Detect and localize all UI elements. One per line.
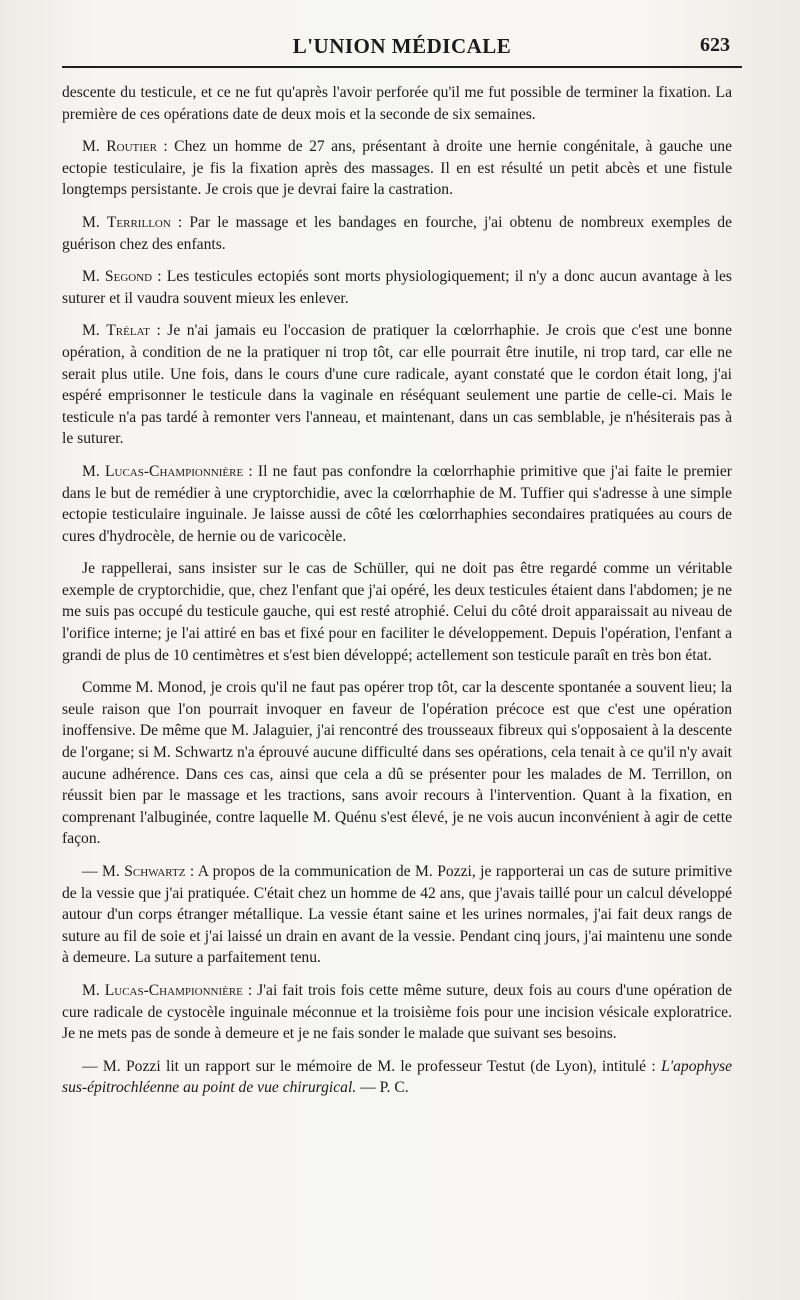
journal-title: L'UNION MÉDICALE [292, 34, 512, 58]
speaker-name: Schwartz [124, 863, 186, 880]
paragraph [62, 461, 732, 547]
paragraph-text: : Chez un homme de 27 ans, présentant à droite une hernie congénitale, à gauche une ectopie testiculaire, je fis la fixation après des massages. Il en est résulté un petit abcès et une fistule longtemps persistante. Je crois que je devrai faire la castration. [62, 138, 732, 199]
paragraph [62, 136, 732, 201]
speaker-prefix: — M. [82, 863, 125, 880]
header-rule [62, 66, 742, 68]
speaker-name: Lucas-Championnière [104, 981, 243, 999]
speaker-prefix: M. [82, 138, 107, 156]
memoir-title: L'apophyse sus-épitrochléenne au point de vue chirurgical. [62, 1057, 732, 1097]
paragraph [62, 558, 732, 666]
paragraph-text: : A propos de la communication de M. Pozzi, je rapporterai un cas de suture primitive de la vessie que j'ai pratiquée. C'était chez un homme de 42 ans, que j'avais taillé pour un calcul développé autour d'un corps étranger métallique. La vessie étant saine et les urines normales, j'ai fait deux rangs de suture au fil de soie et j'ai laissé un drain en avant de la vessie. Pendant cinq jours, j'ai maintenu une sonde à demeure. La suture a parfaitement tenu. [62, 863, 732, 967]
paragraph [62, 677, 732, 850]
running-header [62, 30, 742, 64]
paragraph-text: Comme M. Monod, je crois qu'il ne faut pas opérer trop tôt, car la descente spontanée a souvent lieu; la seule raison que l'on pourrait invoquer en faveur de l'opération précoce est que c'est une opération inoffensive. De même que M. Jalaguier, j'ai rencontré des trousseaux fibreux qui s'opposaient à la descente de l'organe; si M. Schwartz n'a éprouvé aucune difficulté dans ses opérations, cela tenait à ce qu'il n'y avait aucune adhérence. Dans ces cas, ainsi que cela a dû se présenter pour les malades de M. Terrillon, on réussit bien par le massage et les tractions, sans avoir recours à l'intervention. Quant à la fixation, en comprenant l'albuginée, contre laquelle M. Quénu s'est élevé, je ne vois aucun inconvénient à agir de cette façon. [62, 679, 732, 848]
speaker-name: Segond [104, 268, 153, 286]
speaker-name: Lucas-Championnière [104, 462, 244, 480]
paragraph [62, 266, 732, 309]
speaker-prefix: M. [82, 981, 105, 999]
bleed-through-footer [62, 1246, 742, 1286]
article-body [62, 82, 732, 1110]
paragraph-text: descente du testicule, et ce ne fut qu'après l'avoir perforée qu'il me fut possible de terminer la fixation. La première de ces opérations date de deux mois et la seconde de six semaines. [62, 84, 732, 123]
paragraph [62, 320, 732, 450]
speaker-prefix: M. [82, 322, 107, 340]
paragraph-text: : Je n'ai jamais eu l'occasion de pratiquer la cœlorrhaphie. Je crois que c'est une bonne opération, à condition de ne la pratiquer ni trop tôt, car elle pourrait être inutile, ni trop tard, car elle ne serait plus utile. Une fois, dans le cours d'une cure radicale, ayant constaté que le cordon était long, j'ai espéré emprisonner le testicule dans la vaginale en réséquant seulement une partie de celle-ci. Mais le testicule n'a pas tardé à remonter vers l'anneau, et maintenant, dans un cas semblable, je n'hésiterais pas à le suturer. [62, 322, 732, 448]
signature: — P. C. [356, 1079, 409, 1097]
speaker-name: Terrillon [106, 213, 171, 231]
paragraph-text: — M. Pozzi lit un rapport sur le mémoire de M. le professeur Testut (de Lyon), intitulé : [82, 1057, 662, 1075]
speaker-prefix: M. [82, 213, 107, 231]
paragraph [62, 980, 732, 1045]
speaker-name: Routier [106, 138, 157, 156]
paragraph [62, 861, 732, 969]
speaker-name: Trélat [106, 322, 150, 340]
speaker-prefix: M. [82, 462, 105, 480]
paragraph [62, 212, 732, 255]
paragraph-text: : Les testicules ectopiés sont morts physiologiquement; il n'y a donc aucun avantage à les suturer et il vaudra souvent mieux les enlever. [62, 268, 732, 307]
paragraph-text: : Par le massage et les bandages en fourche, j'ai obtenu de nombreux exemples de guérison chez des enfants. [62, 213, 732, 253]
paragraph-text: : J'ai fait trois fois cette même suture, deux fois au cours d'une opération de cure radicale de cystocèle inguinale méconnue et la troisième fois pour une incision vésicale exploratrice. Je ne mets pas de sonde à demeure et je ne fais sonder le malade que suivant ses besoins. [62, 981, 732, 1043]
paragraph [62, 82, 732, 125]
speaker-prefix: M. [82, 268, 105, 286]
paragraph-text: : Il ne faut pas confondre la cœlorrhaphie primitive que j'ai faite le premier dans le but de remédier à une cryptorchidie, avec la cœlorrhaphie de M. Tuffier qui s'adresse à une simple ectopie testiculaire inguinale. Je laisse aussi de côté les cœlorrhaphies secondaires pratiquées au cours de cures d'hydrocèle, de hernie ou de varicocèle. [62, 462, 732, 545]
paragraph-text: Je rappellerai, sans insister sur le cas de Schüller, qui ne doit pas être regardé comme un véritable exemple de cryptorchidie, que, chez l'enfant que j'ai opéré, les deux testicules étaient dans l'abdomen; je ne me suis pas occupé du testicule gauche, qui est resté atrophié. Celui du côté droit apparaissait au niveau de l'orifice interne; je l'ai attiré en bas et fixé pour en faciliter le développement. Depuis l'opération, l'enfant a grandi de plus de 10 centimètres et s'est bien développé; actellement son testicule paraît en très bon état. [62, 560, 732, 664]
paragraph [62, 1056, 732, 1099]
page-number: 623 [700, 34, 730, 56]
